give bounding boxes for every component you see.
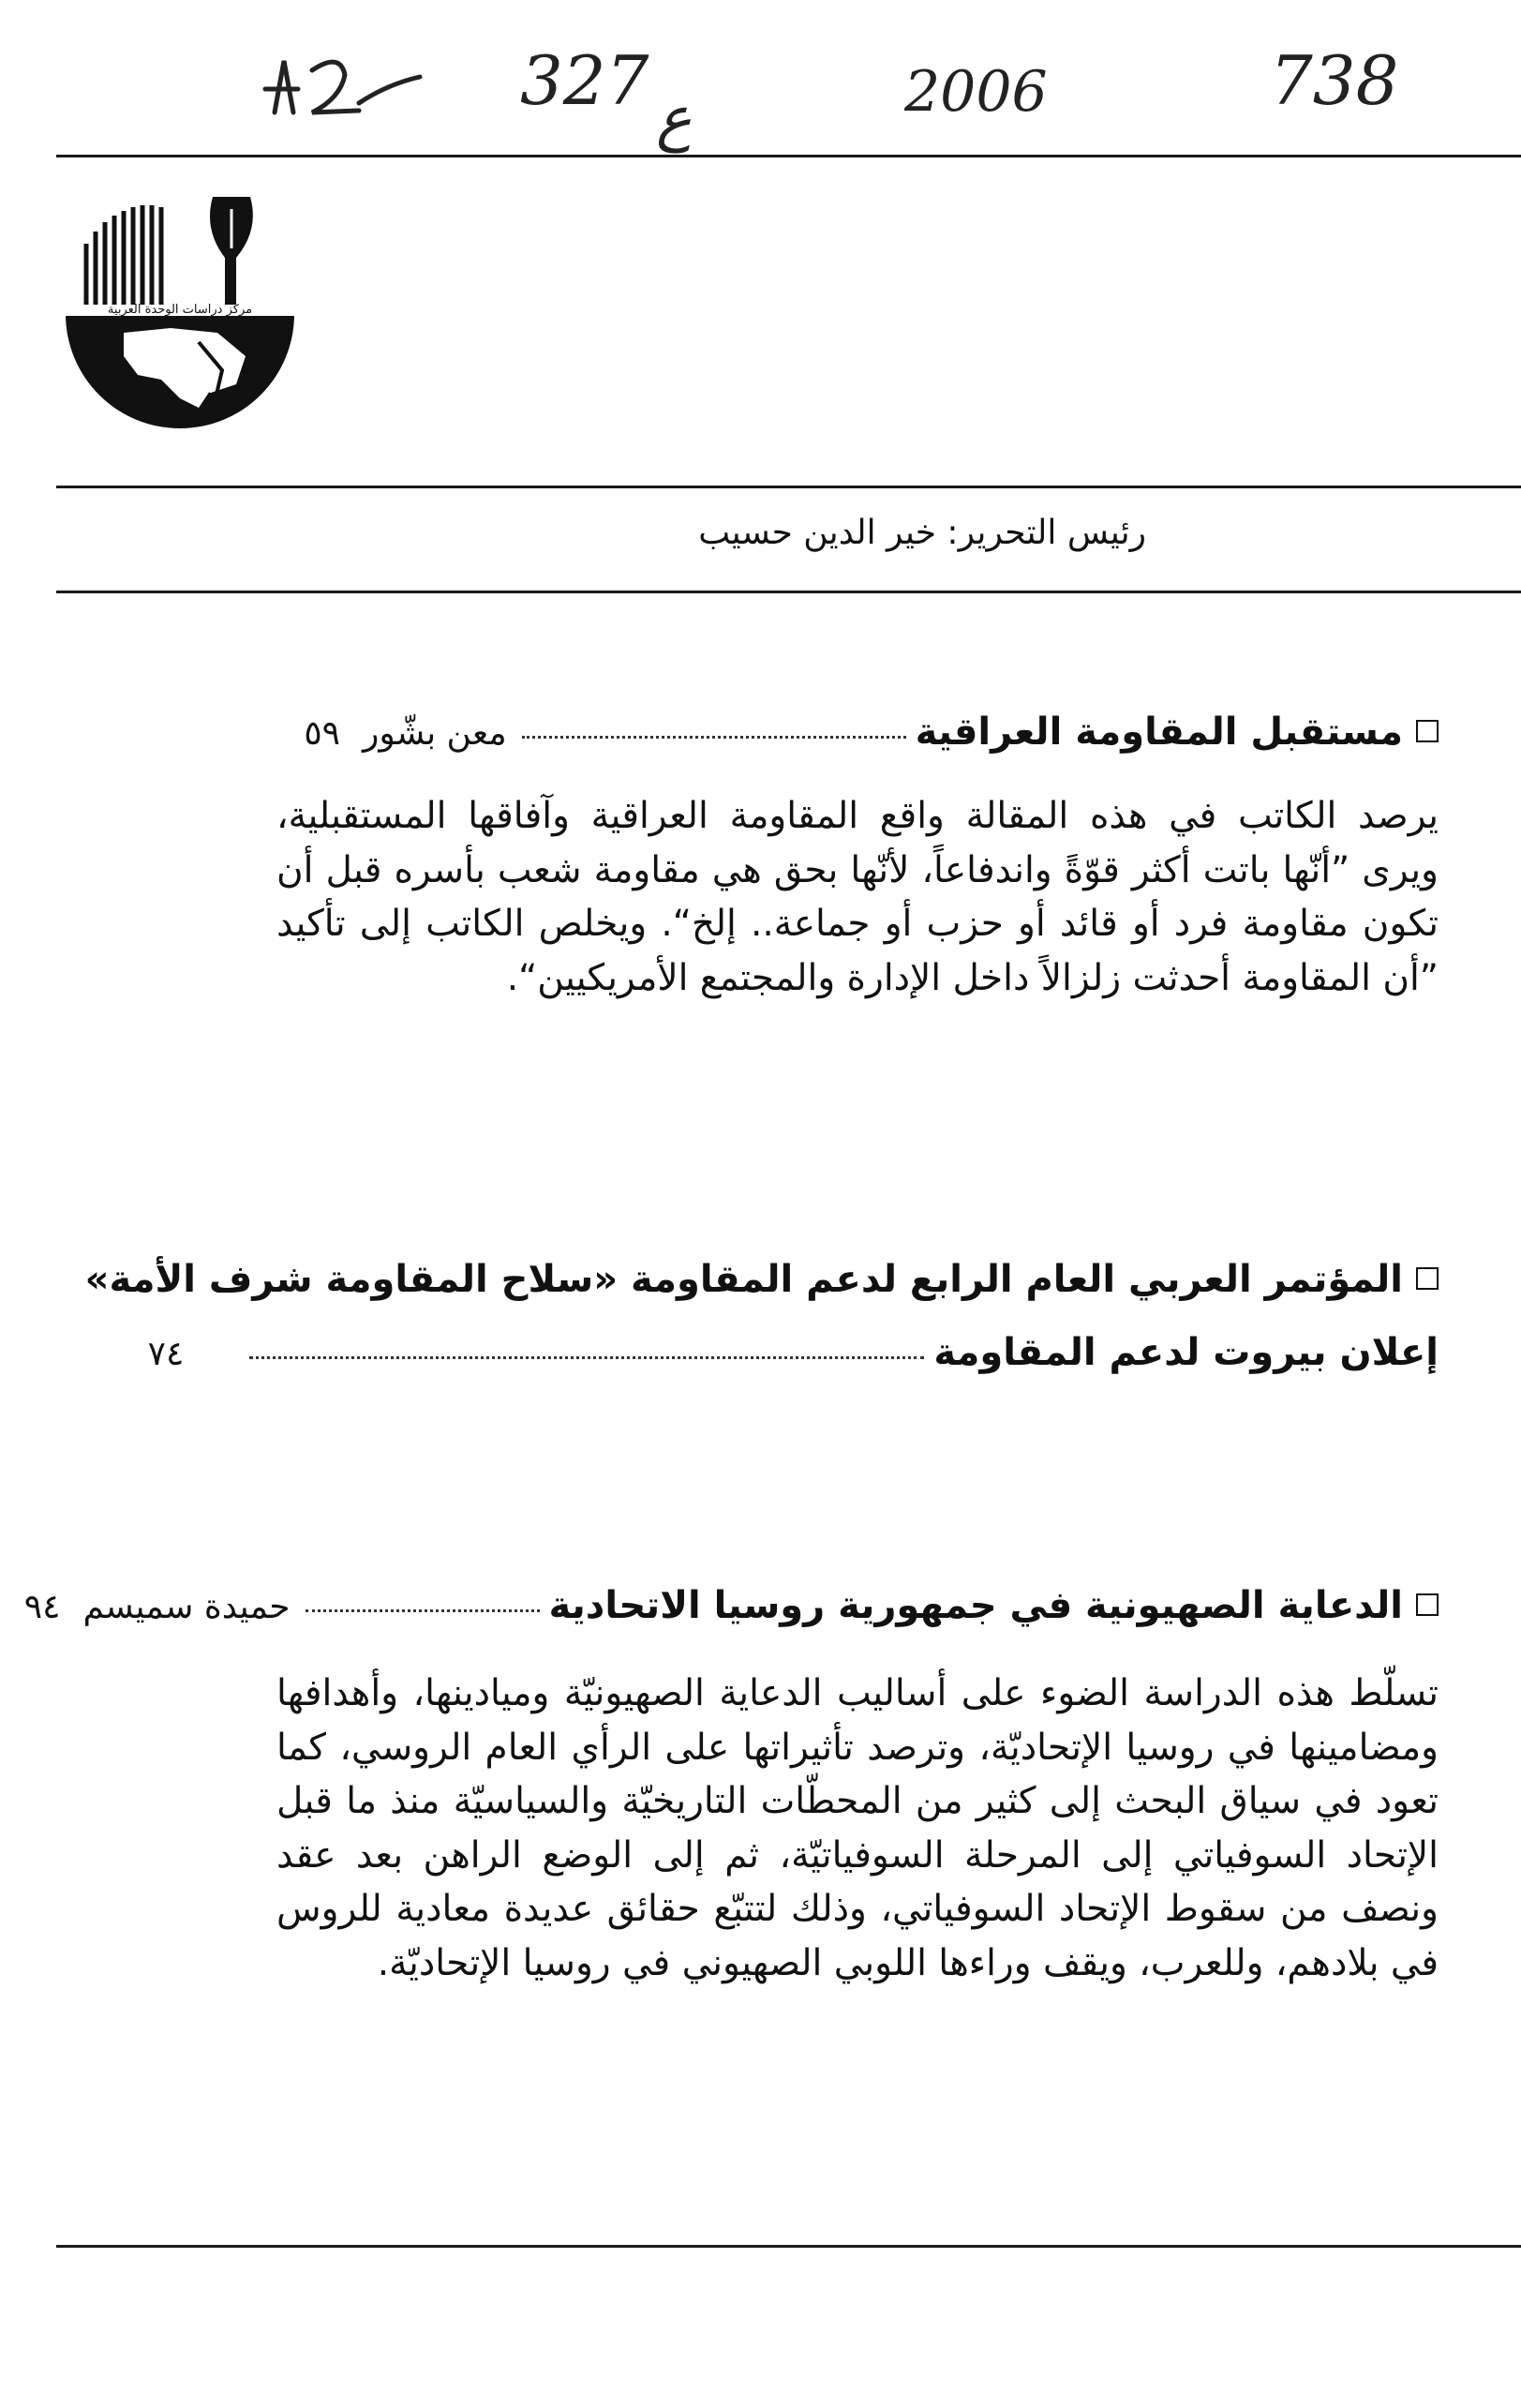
dot-leader (306, 1609, 540, 1612)
entry-3-author: حميدة سميسم (82, 1588, 291, 1626)
handwritten-letter: ع (656, 84, 693, 154)
entry-1-title-row (304, 710, 1439, 754)
top-rule (56, 155, 1521, 157)
entry-1-page: ٥٩ (304, 714, 340, 753)
entry-1-abstract: يرصد الكاتب في هذه المقالة واقع المقاومة العراقية وآفاقها المستقبلية، ويرى ”أنّها باتت أكثر قوّةً واندفاعاً، لأنّها بحق هي مقاومة شعب بأسره قبل أن تكون مقاومة فرد أو قائد أو حزب أو جماعة.. إلخ“. ويخلص الكاتب إلى تأكيد ”أن المقاومة أحدثت زلزالاً داخل الإدارة والمجتمع الأمريكيين“. (276, 795, 1439, 999)
bottom-rule (56, 2245, 1521, 2248)
handwritten-id: 738 (1270, 41, 1399, 120)
entry-2-subtitle-row (148, 1331, 1439, 1374)
editor-in-chief-line: رئيس التحرير: خير الدين حسيب (698, 514, 1146, 552)
center-logo (58, 192, 302, 436)
entry-2-subtitle: إعلان بيروت لدعم المقاومة (933, 1331, 1439, 1374)
entry-2-title-row (85, 1258, 1439, 1301)
checkbox-marker (1416, 1593, 1439, 1616)
entry-1-title: مستقبل المقاومة العراقية (915, 710, 1403, 754)
handwritten-code-drawing (256, 47, 425, 122)
dot-leader (522, 736, 906, 739)
entry-3-page: ٩٤ (23, 1588, 61, 1626)
dot-leader (249, 1356, 924, 1359)
handwritten-year: 2006 (904, 59, 1048, 125)
entry-3-title-row (24, 1584, 1439, 1627)
checkbox-marker (1416, 1267, 1439, 1290)
handwritten-code (234, 47, 425, 122)
logo-text: مركز دراسات الوحدة العربية (107, 303, 253, 317)
checkbox-marker (1416, 720, 1439, 742)
entry-2-page: ٧٤ (147, 1335, 185, 1373)
handwritten-number: 327 (520, 41, 649, 120)
entry-2-title: المؤتمر العربي العام الرابع لدعم المقاومة «سلاح المقاومة شرف الأمة» (84, 1258, 1403, 1301)
header-rule-lower (56, 591, 1521, 593)
entry-3-abstract: تسلّط هذه الدراسة الضوء على أساليب الدعاية الصهيونيّة وميادينها، وأهدافها ومضامينها في روسيا الإتحاديّة، وترصد تأثيراتها على الرأي العام الروسي، كما تعود في سياق البحث إلى كثير من المحطّات التاريخيّة والسياسيّة منذ ما قبل الإتحاد السوفياتي إلى المرحلة السوفياتيّة، ثم إلى الوضع الراهن بعد عقد ونصف من سقوط الإتحاد السوفياتي، وذلك لتتبّع حقائق عديدة معادية للروس في بلادهم، وللعرب، ويقف وراءها اللوبي الصهيوني في روسيا الإتحاديّة. (276, 1672, 1439, 1984)
header-rule-upper (56, 486, 1521, 488)
entry-3-title: الدعاية الصهيونية في جمهورية روسيا الاتحادية (548, 1584, 1403, 1627)
entry-1-author: معن بشّور (362, 714, 507, 753)
